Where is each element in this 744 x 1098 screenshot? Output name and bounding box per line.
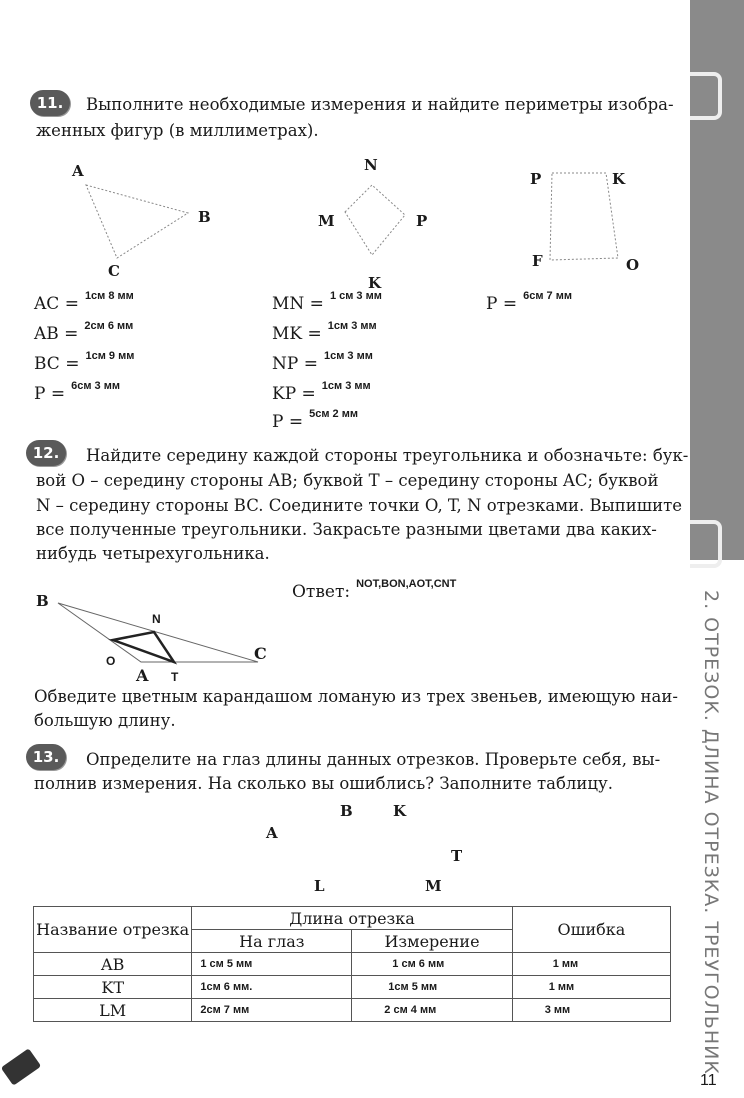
- task-text: все полученные треугольники. Закрасьте разными цветами два каких-: [36, 520, 657, 539]
- rectangle-pkof: [550, 173, 618, 260]
- point-label: N: [364, 156, 378, 174]
- cell-measure: 1 см 6 мм: [352, 953, 512, 976]
- measurement-row: NP = $^{1см 3 мм}$: [272, 350, 373, 374]
- point-label: A: [136, 666, 149, 685]
- point-label: B: [198, 208, 211, 226]
- triangle-abc: [86, 185, 188, 258]
- chapter-title-vertical: 2. ОТРЕЗОК. ДЛИНА ОТРЕЗКА. ТРЕУГОЛЬНИК: [700, 590, 722, 1075]
- header-measure: Измерение: [352, 930, 512, 953]
- task-number-badge: 12.: [26, 440, 66, 466]
- point-label: C: [108, 262, 120, 280]
- page-number: 11: [700, 1072, 717, 1089]
- point-label: K: [612, 170, 626, 188]
- point-label: N: [152, 612, 161, 626]
- point-label: O: [106, 654, 116, 668]
- point-label: T: [451, 847, 463, 865]
- point-label: M: [318, 212, 335, 230]
- task-number-badge: 11.: [30, 90, 70, 116]
- point-label: A: [72, 162, 84, 180]
- point-label: B: [340, 802, 353, 820]
- task-text: нибудь четырехугольника.: [36, 544, 270, 563]
- answer-line: Ответ: $^{NOT,BON,AOT,CNT}$: [292, 578, 457, 602]
- measurement-row: P = $^{6см 3 мм}$: [34, 380, 120, 404]
- task-text: вой O – середину стороны AB; буквой T – середину стороны AC; буквой: [36, 471, 659, 490]
- header-length: Длина отрезка: [192, 907, 512, 930]
- point-label: K: [393, 802, 407, 820]
- cell-eye: 1 см 5 мм: [192, 953, 352, 976]
- task-text: Найдите середину каждой стороны треугольника и обозначьте: бук-: [86, 446, 689, 465]
- measurement-row: P = $^{5см 2 мм}$: [272, 408, 358, 432]
- measurement-row: MK = $^{1см 3 мм}$: [272, 320, 377, 344]
- cell-error: 1 мм: [512, 976, 670, 999]
- cell-measure: 2 см 4 мм: [352, 999, 512, 1022]
- cell-name: AB: [34, 953, 192, 976]
- task-text: женных фигур (в миллиметрах).: [36, 121, 319, 140]
- segments-table: [33, 906, 671, 1022]
- point-label: C: [254, 644, 267, 663]
- measurement-row: AB = $^{2см 6 мм}$: [34, 320, 134, 344]
- table-row: [34, 976, 671, 999]
- point-label: F: [532, 252, 543, 270]
- point-label: T: [171, 670, 179, 684]
- cell-eye: 1см 6 мм.: [192, 976, 352, 999]
- rhombus-mnkp: [345, 185, 405, 255]
- cell-error: 3 мм: [512, 999, 670, 1022]
- measurement-row: AC = $^{1см 8 мм}$: [34, 290, 134, 314]
- point-label: P: [530, 170, 542, 188]
- task-text: Выполните необходимые измерения и найдите периметры изобра-: [86, 95, 674, 114]
- measurement-row: BC = $^{1см 9 мм}$: [34, 350, 135, 374]
- point-label: P: [416, 212, 428, 230]
- cell-error: 1 мм: [512, 953, 670, 976]
- header-segment-name: Название отрезка: [34, 907, 192, 953]
- task-text: N – середину стороны BC. Соедините точки O, T, N отрезками. Выпишите: [36, 496, 683, 515]
- chapter-tab-marker: [690, 72, 722, 120]
- cell-eye: 2см 7 мм: [192, 999, 352, 1022]
- point-label: M: [425, 877, 442, 895]
- task-text: большую длину.: [34, 711, 176, 730]
- point-label: A: [266, 824, 278, 842]
- measurement-row: KP = $^{1см 3 мм}$: [272, 380, 371, 404]
- table-row: [34, 953, 671, 976]
- cell-measure: 1см 5 мм: [352, 976, 512, 999]
- task-text: полнив измерения. На сколько вы ошиблись? Заполните таблицу.: [34, 774, 613, 793]
- header-error: Ошибка: [512, 907, 670, 953]
- header-eye: На глаз: [192, 930, 352, 953]
- point-label: B: [36, 592, 49, 610]
- task-number-badge: 13.: [26, 744, 66, 770]
- cell-name: KT: [34, 976, 192, 999]
- point-label: O: [626, 256, 640, 274]
- measurement-row: P = $^{6см 7 мм}$: [486, 290, 572, 314]
- table-row: [34, 999, 671, 1022]
- measurement-row: MN = $^{1 см 3 мм}$: [272, 290, 382, 314]
- point-label: L: [314, 877, 325, 895]
- point-label: K: [368, 274, 382, 292]
- cell-name: LM: [34, 999, 192, 1022]
- task-text: Определите на глаз длины данных отрезков. Проверьте себя, вы-: [86, 750, 661, 769]
- chapter-tab-marker: [690, 520, 722, 568]
- triangle-ont: [113, 632, 174, 662]
- publisher-logo-icon: [1, 1048, 41, 1086]
- task-text: Обведите цветным карандашом ломаную из трех звеньев, имеющую наи-: [34, 687, 678, 706]
